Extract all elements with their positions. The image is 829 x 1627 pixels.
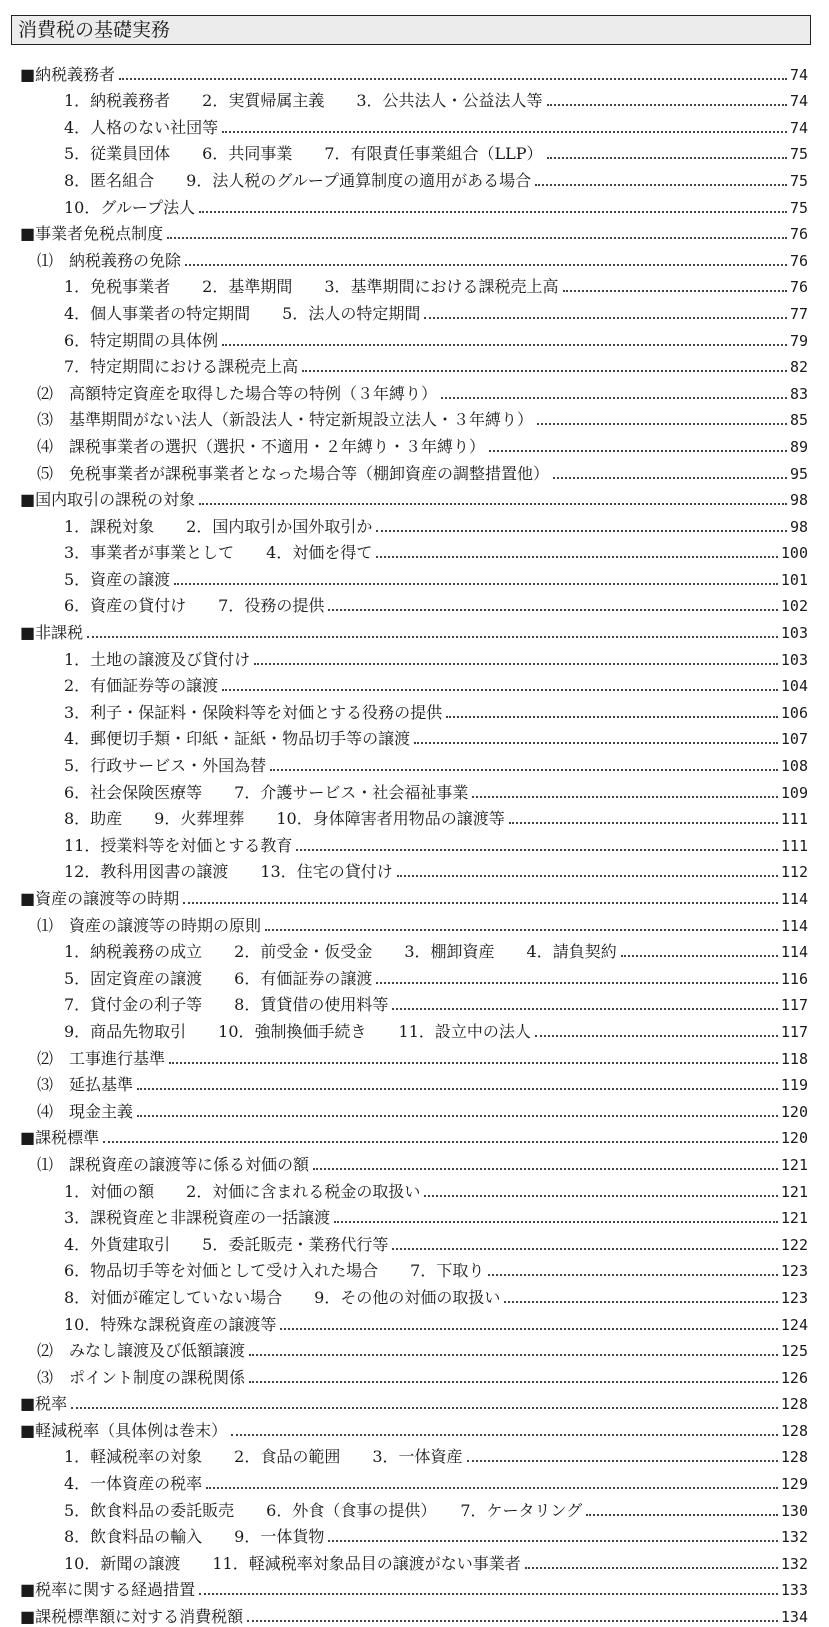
toc-page-number: 123 (780, 1262, 808, 1281)
dot-leader (328, 609, 778, 611)
toc-entry-text: ■税率 (20, 1394, 68, 1414)
toc-entry-text: 5．飲食料品の委託販売 6．外食（食事の提供） 7．ケータリング (64, 1500, 583, 1520)
toc-subsection-entry (20, 1042, 808, 1069)
dot-leader (488, 1274, 778, 1276)
toc-entry-text: ■国内取引の課税の対象 (20, 490, 196, 510)
toc-entry-text: 3．利子・保証料・保険料等を対価とする役務の提供 (64, 702, 443, 722)
dot-leader (222, 689, 778, 691)
toc-entry-text: 6．物品切手等を対価として受け入れた場合 7．下取り (64, 1261, 485, 1281)
toc-page-number: 75 (789, 145, 808, 164)
dot-leader (296, 849, 778, 851)
dot-leader (535, 1035, 778, 1037)
dot-leader (535, 184, 787, 186)
toc-page-number: 124 (780, 1315, 808, 1334)
toc-page-number: 126 (780, 1368, 808, 1387)
dot-leader (71, 1407, 778, 1409)
toc-page-number: 112 (780, 863, 808, 882)
toc-entry-text: ■課税標準額に対する消費税額 (20, 1607, 244, 1627)
toc-entry-text: 1．納税義務者 2．実質帰属主義 3．公共法人・公益法人等 (64, 91, 543, 111)
toc-page-number: 98 (789, 517, 808, 536)
toc-item-entry (20, 1308, 808, 1335)
toc-entry-text: ⑵ 工事進行基準 (37, 1048, 166, 1068)
toc-subsection-entry (20, 377, 808, 404)
toc-entry-text: 4．郵便切手類・印紙・証紙・物品切手等の譲渡 (64, 729, 411, 749)
toc-item-entry (20, 1202, 808, 1229)
dot-leader (199, 211, 787, 213)
toc-section-entry (20, 1122, 808, 1149)
dot-leader (467, 1460, 778, 1462)
dot-leader (441, 397, 787, 399)
toc-page-number: 120 (780, 1129, 808, 1148)
toc-page-number: 106 (780, 703, 808, 722)
toc-section-entry (20, 1600, 808, 1627)
toc-page-number: 117 (780, 996, 808, 1015)
toc-entry-text: 11．授業料等を対価とする教育 (64, 835, 293, 855)
toc-page-number: 121 (780, 1182, 808, 1201)
toc-entry-text: 6．特定期間の具体例 (64, 330, 219, 350)
toc-page-number: 121 (780, 1209, 808, 1228)
toc-item-entry (20, 1494, 808, 1521)
dot-leader (397, 875, 778, 877)
toc-page-number: 95 (789, 464, 808, 483)
toc-page-number: 107 (780, 730, 808, 749)
toc-page-number: 130 (780, 1501, 808, 1520)
toc-page-number: 111 (780, 810, 808, 829)
toc-entry-text: ■軽減税率（具体例は巻末） (20, 1420, 228, 1440)
toc-section-entry (20, 1388, 808, 1415)
toc-page-number: 74 (789, 118, 808, 137)
dot-leader (586, 1514, 778, 1516)
toc-entry-text: 10．グループ法人 (64, 197, 196, 217)
dot-leader (446, 716, 778, 718)
toc-entry-text: 5．従業員団体 6．共同事業 7．有限責任事業組合（LLP） (64, 144, 543, 164)
toc-item-entry (20, 191, 808, 218)
dot-leader (472, 796, 778, 798)
toc-entry-text: 8．助産 9．火葬埋葬 10．身体障害者用物品の譲渡等 (64, 809, 505, 829)
toc-entry-text: ■非課税 (20, 623, 84, 643)
dot-leader (489, 450, 787, 452)
toc-page-number: 116 (780, 969, 808, 988)
toc-entry-text: ⑴ 課税資産の譲渡等に係る対価の額 (37, 1154, 310, 1174)
toc-page-number: 76 (789, 251, 808, 270)
toc-item-entry (20, 537, 808, 564)
toc-entry-text: ■課税標準 (20, 1128, 100, 1148)
toc-entry-text: ■納税義務者 (20, 64, 116, 84)
toc-subsection-entry (20, 1335, 808, 1362)
toc-subsection-entry (20, 430, 808, 457)
dot-leader (137, 1088, 778, 1090)
dot-leader (563, 290, 787, 292)
toc-item-entry (20, 989, 808, 1016)
toc-entry-text: 8．匿名組合 9．法人税のグループ通算制度の適用がある場合 (64, 170, 532, 190)
toc-page-number: 132 (780, 1554, 808, 1573)
dot-leader (392, 1248, 778, 1250)
dot-leader (185, 264, 787, 266)
toc-page-number: 114 (780, 916, 808, 935)
dot-leader (424, 1195, 778, 1197)
dot-leader (137, 1115, 778, 1117)
toc-section-entry (20, 882, 808, 909)
dot-leader (206, 1487, 778, 1489)
toc-item-entry (20, 351, 808, 378)
toc-item-entry (20, 1175, 808, 1202)
toc-page-number: 128 (780, 1421, 808, 1440)
toc-subsection-entry (20, 1069, 808, 1096)
toc-page-number: 75 (789, 171, 808, 190)
toc-item-entry (20, 111, 808, 138)
toc-page-number: 129 (780, 1475, 808, 1494)
dot-leader (199, 1593, 778, 1595)
dot-leader (199, 503, 787, 505)
toc-entry-text: 1．免税事業者 2．基準期間 3．基準期間における課税売上高 (64, 277, 559, 297)
toc-entry-text: ⑸ 免税事業者が課税事業者となった場合等（棚卸資産の調整措置他） (37, 463, 550, 483)
toc-item-entry (20, 164, 808, 191)
toc-item-entry (20, 749, 808, 776)
toc-item-entry (20, 324, 808, 351)
dot-leader (392, 1008, 778, 1010)
toc-page-number: 89 (789, 437, 808, 456)
dot-leader (313, 1168, 778, 1170)
toc-page-number: 119 (780, 1076, 808, 1095)
toc-page-number: 125 (780, 1342, 808, 1361)
dot-leader (222, 131, 787, 133)
toc-entry-text: ⑴ 納税義務の免除 (37, 250, 182, 270)
toc-item-entry (20, 803, 808, 830)
toc-entry-text: ⑵ みなし譲渡及び低額譲渡 (37, 1341, 246, 1361)
toc-page-number: 134 (780, 1608, 808, 1627)
toc-item-entry (20, 962, 808, 989)
toc-entry-text: 1．土地の譲渡及び貸付け (64, 649, 251, 669)
toc-item-entry (20, 1015, 808, 1042)
toc-page-number: 83 (789, 384, 808, 403)
toc-entry-text: ⑶ 延払基準 (37, 1075, 134, 1095)
toc-entry-text: 4．人格のない社団等 (64, 117, 219, 137)
toc-page-number: 102 (780, 597, 808, 616)
toc-item-entry (20, 1255, 808, 1282)
toc-item-entry (20, 271, 808, 298)
toc-entry-text: ⑷ 現金主義 (37, 1101, 134, 1121)
toc-entry-text: 7．特定期間における課税売上高 (64, 357, 299, 377)
toc-item-entry (20, 563, 808, 590)
dot-leader (254, 663, 778, 665)
toc-item-entry (20, 670, 808, 697)
toc-page-number: 101 (780, 570, 808, 589)
dot-leader (231, 1434, 778, 1436)
dot-leader (414, 742, 778, 744)
toc-entry-text: 1．納税義務の成立 2．前受金・仮受金 3．棚卸資産 4．請負契約 (64, 942, 617, 962)
toc-item-entry (20, 1547, 808, 1574)
toc-page-number: 103 (780, 624, 808, 643)
toc-section-entry (20, 616, 808, 643)
dot-leader (249, 1381, 778, 1383)
table-of-contents (20, 58, 808, 1627)
dot-leader (174, 583, 778, 585)
toc-item-entry (20, 1521, 808, 1548)
toc-item-entry (20, 723, 808, 750)
toc-section-entry (20, 1414, 808, 1441)
toc-section-entry (20, 218, 808, 245)
toc-entry-text: 4．一体資産の税率 (64, 1474, 203, 1494)
toc-entry-text: 3．課税資産と非課税資産の一括譲渡 (64, 1208, 331, 1228)
toc-entry-text: ■税率に関する経過措置 (20, 1580, 196, 1600)
toc-subsection-entry (20, 244, 808, 271)
toc-page-number: 111 (780, 836, 808, 855)
toc-entry-text: 4．個人事業者の特定期間 5．法人の特定期間 (64, 303, 421, 323)
toc-entry-text: 6．社会保険医療等 7．介護サービス・社会福祉事業 (64, 782, 469, 802)
toc-item-entry (20, 1228, 808, 1255)
toc-page-number: 76 (789, 278, 808, 297)
dot-leader (270, 769, 778, 771)
toc-page-number: 75 (789, 198, 808, 217)
dot-leader (509, 822, 778, 824)
toc-entry-text: 12．教科用図書の譲渡 13．住宅の貸付け (64, 862, 393, 882)
toc-item-entry (20, 936, 808, 963)
toc-entry-text: 8．対価が確定していない場合 9．その他の対価の取扱い (64, 1287, 501, 1307)
toc-page-number: 128 (780, 1395, 808, 1414)
toc-page-number: 121 (780, 1155, 808, 1174)
toc-entry-text: 2．有価証券等の譲渡 (64, 676, 219, 696)
toc-subsection-entry (20, 1361, 808, 1388)
dot-leader (334, 1221, 778, 1223)
toc-page-number: 103 (780, 650, 808, 669)
toc-subsection-entry (20, 1095, 808, 1122)
dot-leader (265, 929, 778, 931)
toc-item-entry (20, 696, 808, 723)
dot-leader (553, 477, 787, 479)
dot-leader (247, 1620, 778, 1622)
toc-page-number: 79 (789, 331, 808, 350)
dot-leader (169, 1062, 778, 1064)
toc-entry-text: 3．事業者が事業として 4．対価を得て (64, 543, 373, 563)
toc-subsection-entry (20, 457, 808, 484)
toc-item-entry (20, 138, 808, 165)
toc-page-number: 85 (789, 411, 808, 430)
toc-item-entry (20, 776, 808, 803)
toc-entry-text: 6．資産の貸付け 7．役務の提供 (64, 596, 325, 616)
toc-item-entry (20, 510, 808, 537)
dot-leader (376, 982, 778, 984)
toc-entry-text: 10．新聞の譲渡 11．軽減税率対象品目の譲渡がない事業者 (64, 1553, 521, 1573)
toc-entry-text: ⑶ ポイント制度の課税関係 (37, 1367, 246, 1387)
dot-leader (119, 78, 787, 80)
dot-leader (376, 556, 778, 558)
dot-leader (537, 423, 787, 425)
toc-item-entry (20, 1281, 808, 1308)
toc-subsection-entry (20, 909, 808, 936)
toc-entry-text: ⑵ 高額特定資産を取得した場合等の特例（３年縛り） (37, 383, 438, 403)
toc-page-number: 100 (780, 544, 808, 563)
dot-leader (525, 1567, 778, 1569)
toc-entry-text: ■事業者免税点制度 (20, 224, 164, 244)
toc-page-number: 118 (780, 1049, 808, 1068)
toc-page-number: 77 (789, 304, 808, 323)
toc-entry-text: 5．行政サービス・外国為替 (64, 756, 267, 776)
dot-leader (280, 1328, 778, 1330)
toc-page-number: 108 (780, 757, 808, 776)
dot-leader (249, 1354, 778, 1356)
toc-entry-text: 1．課税対象 2．国内取引か国外取引か (64, 516, 373, 536)
toc-entry-text: 4．外貨建取引 5．委託販売・業務代行等 (64, 1234, 389, 1254)
toc-section-entry (20, 1574, 808, 1601)
toc-subsection-entry (20, 1148, 808, 1175)
toc-entry-text: 9．商品先物取引 10．強制換価手続き 11．設立中の法人 (64, 1021, 531, 1041)
toc-page-number: 104 (780, 677, 808, 696)
dot-leader (621, 955, 778, 957)
toc-item-entry (20, 829, 808, 856)
dot-leader (167, 237, 787, 239)
toc-page-number: 117 (780, 1022, 808, 1041)
toc-item-entry (20, 297, 808, 324)
dot-leader (547, 104, 787, 106)
toc-page-number: 98 (789, 491, 808, 510)
toc-entry-text: 5．固定資産の譲渡 6．有価証券の譲渡 (64, 968, 373, 988)
toc-item-entry (20, 85, 808, 112)
toc-page-number: 114 (780, 943, 808, 962)
toc-item-entry (20, 1467, 808, 1494)
dot-leader (504, 1301, 778, 1303)
toc-entry-text: ■資産の譲渡等の時期 (20, 889, 180, 908)
page-title: 消費税の基礎実務 (11, 15, 811, 45)
dot-leader (183, 902, 778, 904)
toc-item-entry (20, 856, 808, 883)
dot-leader (302, 370, 787, 372)
toc-section-entry (20, 484, 808, 511)
toc-page-number: 74 (789, 92, 808, 111)
toc-page-number: 74 (789, 65, 808, 84)
toc-page-number: 123 (780, 1288, 808, 1307)
toc-entry-text: ⑶ 基準期間がない法人（新設法人・特定新規設立法人・３年縛り） (37, 410, 534, 430)
toc-entry-text: ⑴ 資産の譲渡等の時期の原則 (37, 915, 262, 935)
toc-page-number: 122 (780, 1235, 808, 1254)
toc-page-number: 76 (789, 225, 808, 244)
toc-entry-text: 10．特殊な課税資産の譲渡等 (64, 1314, 277, 1334)
toc-section-entry (20, 58, 808, 85)
dot-leader (328, 1540, 778, 1542)
toc-item-entry (20, 1441, 808, 1468)
toc-entry-text: 1．対価の額 2．対価に含まれる税金の取扱い (64, 1181, 421, 1201)
toc-page-number: 120 (780, 1102, 808, 1121)
toc-item-entry (20, 643, 808, 670)
dot-leader (87, 636, 778, 638)
toc-entry-text: 1．軽減税率の対象 2．食品の範囲 3．一体資産 (64, 1447, 463, 1467)
toc-subsection-entry (20, 404, 808, 431)
toc-page-number: 82 (789, 358, 808, 377)
dot-leader (103, 1141, 778, 1143)
toc-entry-text: ⑷ 課税事業者の選択（選択・不適用・２年縛り・３年縛り） (37, 436, 486, 456)
dot-leader (222, 344, 787, 346)
toc-page-number: 132 (780, 1528, 808, 1547)
toc-item-entry (20, 590, 808, 617)
toc-page-number: 133 (780, 1581, 808, 1600)
toc-entry-text: 5．資産の譲渡 (64, 569, 171, 589)
dot-leader (424, 317, 787, 319)
toc-page-number: 114 (780, 890, 808, 908)
toc-page-number: 109 (780, 783, 808, 802)
toc-entry-text: 8．飲食料品の輸入 9．一体貨物 (64, 1527, 325, 1547)
toc-page-number: 128 (780, 1448, 808, 1467)
dot-leader (376, 530, 787, 532)
dot-leader (547, 157, 787, 159)
toc-entry-text: 7．貸付金の利子等 8．賃貸借の使用料等 (64, 995, 389, 1015)
